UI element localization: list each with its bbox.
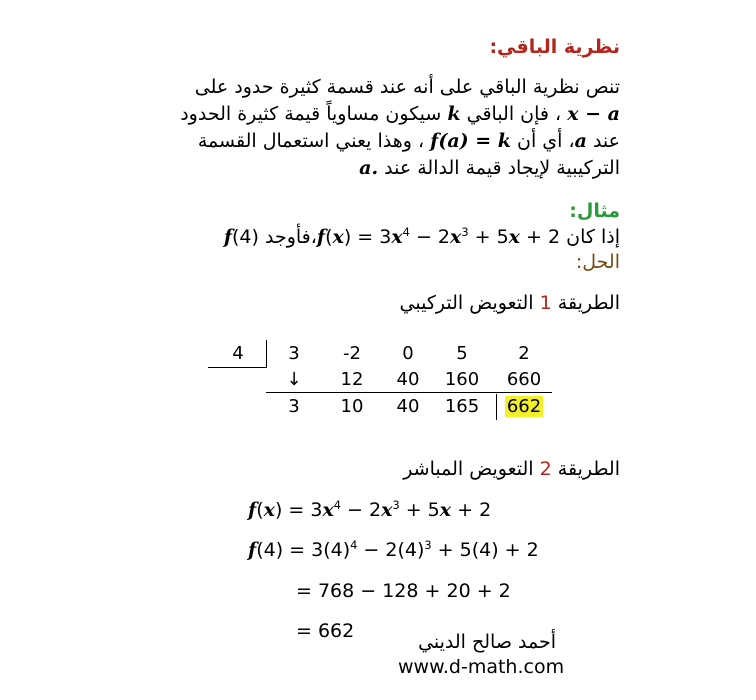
result-cell: 10 xyxy=(340,396,364,417)
divisor-cell: 4 xyxy=(232,343,244,364)
direct-line-3: = 768 − 128 + 20 + 2 xyxy=(296,580,511,602)
theorem-line-3 xyxy=(100,128,620,155)
method-name: التعويض المباشر xyxy=(403,458,534,480)
theorem-text: عند xyxy=(592,130,620,152)
result-cell: 3 xyxy=(288,396,300,417)
coefficient-cell: 5 xyxy=(456,343,468,364)
direct-line-2: $f(4) = 3(4)^4 - 2(4)^3 + 5(4) + 2$ xyxy=(248,538,539,561)
method-2-heading xyxy=(403,458,620,480)
theorem-line-1: تنص نظرية الباقي على أنه عند قسمة كثيرة حدود على xyxy=(194,76,620,98)
example-heading: مثال: xyxy=(569,200,620,222)
a-symbol: a. xyxy=(359,157,379,179)
coefficient-cell: 3 xyxy=(288,343,300,364)
product-cell: 40 xyxy=(396,369,420,390)
down-arrow-icon: ↓ xyxy=(286,369,302,390)
theorem-text: التركيبية لإيجاد قيمة الدالة عند xyxy=(384,157,620,179)
product-cell: 160 xyxy=(444,369,480,390)
a-symbol: a xyxy=(574,130,587,152)
theorem-text: ، فإن الباقي xyxy=(466,103,562,125)
author-name: أحمد صالح الديني xyxy=(418,631,556,653)
website-link[interactable]: www.d-math.com xyxy=(398,656,565,678)
divisor-expression: x − a xyxy=(567,103,620,125)
direct-line-1: $f(x) = 3x^4 - 2x^3 + 5x + 2$ xyxy=(248,498,492,521)
remainder-highlight: 662 xyxy=(506,396,542,417)
example-if-text: إذا كان xyxy=(566,226,620,248)
theorem-text: ، وهذا يعني استعمال القسمة xyxy=(197,130,425,152)
method-number: 2 xyxy=(539,458,552,480)
theorem-text: سيكون مساوياً قيمة كثيرة الحدود xyxy=(180,103,442,125)
method-number: 1 xyxy=(539,292,552,314)
result-cell: 40 xyxy=(396,396,420,417)
method-word: الطريقة xyxy=(557,458,620,480)
direct-line-4: = 662 xyxy=(296,620,355,642)
example-find-text: ،فأوجد xyxy=(264,226,317,248)
coefficient-cell: 2 xyxy=(518,343,530,364)
method-1-heading xyxy=(400,292,620,314)
divisor-underline xyxy=(208,367,266,368)
method-word: الطريقة xyxy=(557,292,620,314)
section-title: نظرية الباقي: xyxy=(489,36,620,58)
solution-label: الحل: xyxy=(575,251,620,273)
theorem-line-4 xyxy=(100,155,620,182)
method-name: التعويض التركيبي xyxy=(399,292,534,314)
theorem-paragraph xyxy=(100,74,620,182)
theorem-equation: f(a) = k xyxy=(430,130,511,152)
sum-line xyxy=(266,392,552,393)
example-statement xyxy=(224,226,620,248)
coefficient-cell: -2 xyxy=(343,343,361,364)
theorem-text: ، أي أن xyxy=(517,130,575,152)
example-function: $f(x) = 3x^4 - 2x^3 + 5x + 2$ xyxy=(316,225,561,248)
example-target: f(4) xyxy=(223,226,259,248)
product-cell: 660 xyxy=(506,369,542,390)
theorem-line-2 xyxy=(100,101,620,128)
result-cell: 165 xyxy=(444,396,480,417)
product-cell: 12 xyxy=(340,369,364,390)
remainder-cell xyxy=(494,396,554,417)
remainder-symbol: k xyxy=(447,103,461,125)
coefficient-cell: 0 xyxy=(402,343,414,364)
